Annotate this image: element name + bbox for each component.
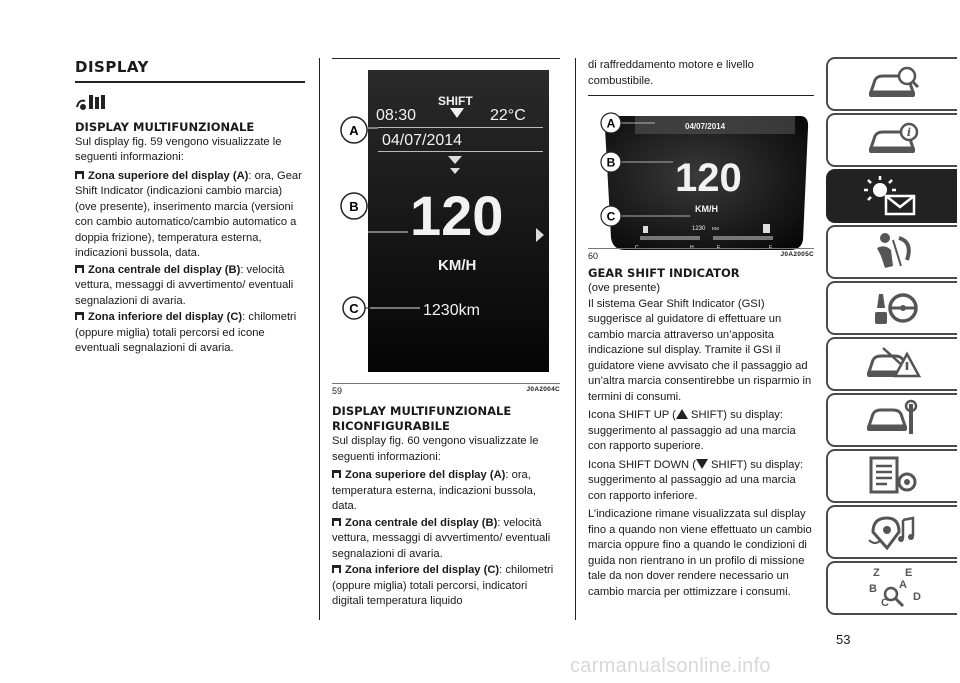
figure-59-caption [332,383,560,396]
item-text: : ora, Gear Shift Indicator (indicazioni cambio marcia) (ove presente), inserimento marcia (versioni con cambio automatico/cambio automatico a doppia frizione), temperatura esterna, indicazioni bussola, data. [75,169,302,259]
bullet-icon [75,171,84,179]
time-text: 08:30 [376,107,417,124]
tab-technical-data[interactable] [826,449,957,503]
tab-car-info-2[interactable] [826,113,957,167]
continued-text: di raffreddamento motore e livello combustibile. [588,59,754,87]
bullet-icon [332,470,341,478]
list-item [75,169,305,262]
item-label: Zona superiore del display (A) [88,169,249,182]
svg-text:E: E [904,567,912,579]
item-text: : velocità vettura, messaggi di avvertimento/ eventuali segnalazioni di avaria. [75,263,294,307]
unit-text: KM/H [438,257,477,274]
paragraph [588,458,814,505]
item-label: Zona inferiore del display (C) [88,311,243,323]
title-rule [75,81,305,83]
tab-starting-driving[interactable] [826,281,957,335]
figure-number: 59 [332,386,343,396]
shift-up-icon [676,409,688,419]
gauge-label: E [717,245,721,251]
tab-car-info[interactable] [826,57,957,111]
paragraph: Il sistema Gear Shift Indicator (GSI) suggerisce al guidatore di effettuare un cambio marcia attraverso un’apposita indicazione sul display. Tramite il GSI il guidatore viene avvisato che il passaggio ad un’altra marcia consentirebbe un risparmio in termini di consumi. [588,297,812,403]
svg-text:Z: Z [872,567,880,579]
item-text: : chilometri (oppure miglia) totali percorsi, indicatori digitali temperatura liquido [332,564,554,607]
item-label: Zona inferiore del display (C) [345,564,500,576]
tab-dashboard[interactable] [826,169,957,223]
index-alphabet-icon [863,564,923,612]
sub-title: DISPLAY MULTIFUNZIONALE [75,119,255,134]
figure-60-top-rule [588,95,814,96]
top-rule [332,58,560,59]
item-text: : chilometri (oppure miglia) totali percorsi ed icone eventuali segnalazioni di avaria. [75,311,297,354]
item-label: Zona centrale del display (B) [345,516,498,529]
figure-59-display [368,70,549,372]
paragraph-text: SHIFT) su display: suggerimento al passaggio ad una marcia con rapporto superiore. [588,409,796,452]
list-item [332,516,560,563]
tab-safety[interactable] [826,225,957,279]
callout-b: B [349,199,359,214]
gauge-label: H [690,245,694,251]
callout-c: C [349,301,359,316]
watermark: carmanualsonline.info [570,655,771,677]
tab-multimedia[interactable] [826,505,957,559]
item-text: : ora, temperatura esterna, indicazioni bussola, data. [332,469,536,512]
bullet-icon [332,565,341,573]
safety-airbag-icon [863,230,923,274]
bullet-icon [332,518,341,526]
maintenance-wrench-icon [863,398,923,442]
item-label: Zona superiore del display (A) [345,469,506,481]
dashboard-light-icon [858,174,928,218]
date-text: 04/07/2014 [382,132,463,149]
bullet-icon [75,265,84,273]
column-separator [319,58,320,620]
figure-code: J0A2005C [780,251,814,258]
tab-maintenance[interactable] [826,393,957,447]
shift-text: SHIFT [438,94,473,108]
divider [378,127,543,128]
paragraph: L’indicazione rimane visualizzata sul display fino a quando non viene effettuato un cambio marcia oppure fino a quando le condizioni di guida non rientrano in un profilo di missione tale da non dover rendere necessario un cambio marcia per ottimizzare i consumi. [588,508,812,598]
display-graphic [368,70,549,372]
svg-text:D: D [912,591,921,603]
list-item [75,310,305,357]
odometer-unit: KM [712,226,719,231]
display-info-icon [75,91,111,113]
car-info-circle-icon [863,120,923,160]
tab-emergency[interactable] [826,337,957,391]
paragraph [588,408,814,455]
callout-b: B [606,155,616,170]
intro-text: Sul display fig. 60 vengono visualizzate le seguenti informazioni: [332,435,539,463]
paragraph-text: SHIFT) su display: suggerimento al passaggio ad una marcia con rapporto inferiore. [588,458,804,502]
item-text: : velocità vettura, messaggi di avvertimento/ eventuali segnalazioni di avaria. [332,516,551,560]
sub-title: DISPLAY MULTIFUNZIONALE RICONFIGURABILE [332,404,512,433]
list-item [332,468,560,515]
svg-text:C: C [880,597,889,609]
column-right-lower [588,266,814,600]
emergency-triangle-icon [863,342,923,386]
figure-60-display [595,108,815,258]
column-right [588,58,814,89]
gauge-label: C [635,245,639,251]
sub-title: GEAR SHIFT INDICATOR [588,266,740,280]
divider [378,151,543,152]
item-label: Zona centrale del display (B) [88,263,241,276]
paragraph-text: Icona SHIFT UP ( [588,409,676,421]
steering-wheel-icon [863,286,923,330]
speed-text: 120 [410,184,504,247]
svg-text:A: A [898,579,907,591]
list-item [75,263,305,310]
unit-text: KM/H [695,204,718,214]
coolant-temp-icon [643,226,648,233]
multimedia-icon [863,510,923,554]
column-separator [575,58,576,620]
car-info-icon [863,64,923,104]
list-item [332,563,560,610]
date-text: 04/07/2014 [685,122,726,131]
svg-text:B: B [868,583,877,595]
page-number: 53 [836,632,851,647]
figure-59-callouts [338,110,370,320]
svg-text:i: i [906,126,911,139]
bullet-icon [75,312,84,320]
technical-data-icon [863,454,923,498]
section-title: DISPLAY [75,58,149,76]
shift-down-icon [696,459,708,469]
sub-note: (ove presente) [588,282,661,294]
odometer-text: 1230 [692,226,706,232]
fuel-pump-icon [763,224,770,233]
figure-60-caption [588,248,814,261]
intro-text: Sul display fig. 59 vengono visualizzate le seguenti informazioni: [75,135,282,163]
display-graphic [595,108,815,258]
odometer-text: 1230km [423,302,480,319]
column-left [75,58,305,357]
gauge-label: F [769,245,773,251]
speed-text: 120 [675,156,742,200]
column-middle [332,404,560,610]
paragraph-text: Icona SHIFT DOWN ( [588,458,696,471]
tab-index[interactable] [826,561,957,615]
callout-a: A [349,123,359,138]
figure-number: 60 [588,251,599,261]
callout-a: A [606,116,616,131]
callout-c: C [606,209,616,224]
figure-code: J0A2004C [526,386,560,393]
temperature-text: 22°C [490,107,526,124]
